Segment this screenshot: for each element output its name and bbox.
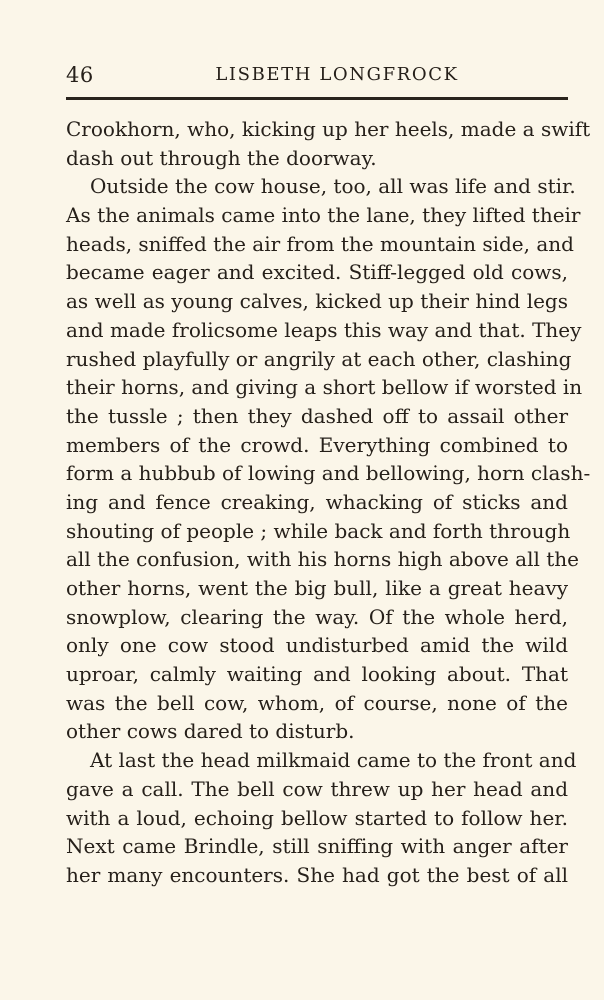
text-line: and made frolicsome leaps this way and that. They xyxy=(66,317,582,342)
text-line: the tussle ; then they dashed off to assail other xyxy=(66,403,568,428)
text-line: their horns, and giving a short bellow if worsted in xyxy=(66,375,583,400)
text-line: gave a call. The bell cow threw up her head and xyxy=(66,776,568,801)
text-line: Outside the cow house, too, all was life and stir. xyxy=(90,174,576,199)
header-rule xyxy=(66,97,568,100)
text-line: dash out through the doorway. xyxy=(66,145,377,170)
text-line: ing and fence creaking, whacking of sticks and xyxy=(66,489,568,514)
text-line: Next came Brindle, still sniffing with anger after xyxy=(66,834,568,859)
text-line: other horns, went the big bull, like a great heavy xyxy=(66,576,568,600)
text-line: uproar, calmly waiting and looking about. That xyxy=(66,662,568,687)
text-line: shouting of people ; while back and forth through xyxy=(66,518,571,543)
text-line: became eager and excited. Stiff-legged old cows, xyxy=(66,260,568,285)
text-line: Crookhorn, who, kicking up her heels, made a swift xyxy=(66,117,591,141)
page-header xyxy=(66,60,568,90)
text-line: with a loud, echoing bellow started to follow her. xyxy=(66,805,568,830)
text-line: members of the crowd. Everything combined to xyxy=(66,432,568,457)
text-line: heads, sniffed the air from the mountain side, and xyxy=(66,231,574,256)
body-text xyxy=(66,115,591,890)
page-number: 46 xyxy=(66,63,94,87)
text-line: form a hubbub of lowing and bellowing, horn clash- xyxy=(66,461,591,486)
text-line: as well as young calves, kicked up their hind legs xyxy=(66,289,568,314)
text-line: only one cow stood undisturbed amid the wild xyxy=(66,633,568,658)
running-head-title: LISBETH LONGFROCK xyxy=(215,64,459,85)
text-line: her many encounters. She had got the best of all xyxy=(66,862,568,887)
text-line: all the confusion, with his horns high above all the xyxy=(66,547,579,572)
text-line: other cows dared to disturb. xyxy=(66,719,355,744)
text-line: As the animals came into the lane, they lifted their xyxy=(66,203,581,228)
text-line: snowplow, clearing the way. Of the whole herd, xyxy=(66,604,568,629)
text-line: rushed playfully or angrily at each other, clashing xyxy=(66,346,572,371)
text-line: was the bell cow, whom, of course, none of the xyxy=(66,690,568,715)
text-line: At last the head milkmaid came to the front and xyxy=(90,748,577,773)
